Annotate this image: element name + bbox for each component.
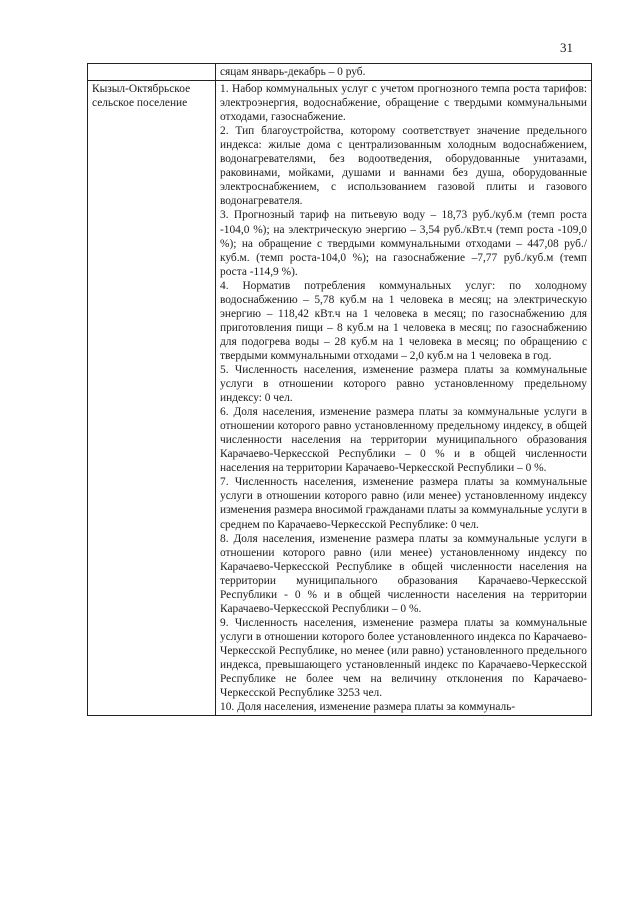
table-row bbox=[88, 81, 592, 716]
paragraph-2: 2. Тип благоустройства, которому соответствует значение предельного индекса: жилые дома с централизованным холодным водоснабжением, водонагревателями, без водоотведения, оборудованные унитазами, раковинами, мойками, душами и ваннами без душа, оборудованные электроснабжением, с использованием газовой плиты и газового водонагревателя. bbox=[220, 125, 587, 208]
table-row bbox=[88, 64, 592, 81]
paragraph-10: 10. Доля населения, изменение размера платы за коммуналь- bbox=[220, 701, 516, 714]
paragraph-5: 5. Численность населения, изменение размера платы за коммунальные услуги в отношении которого равно установленному предельному индексу: 0 чел. bbox=[220, 363, 587, 405]
document-table bbox=[87, 63, 592, 716]
municipality-name: Кызыл-Октябрьское bbox=[92, 83, 191, 96]
paragraph-9: 9. Численность населения, изменение размера платы за коммунальные услуги в отношении которого более установленного индекса по Карачаево-Черкесской Республике, но менее (или равно) установленного предельного индекса, превышающего установленный индекс по Карачаево-Черкесской Республике не более чем на величину отклонения по Карачаево-Черкесской Республике 3253 чел. bbox=[220, 616, 587, 700]
paragraph-6: 6. Доля населения, изменение размера платы за коммунальные услуги в отношении которого равно установленному предельному индексу, в общей численности населения на территории муниципального образования Карачаево-Черкесской Республики – 0 % и в общей численности населения на территории Карачаево-Черкесской Республики – 0 %. bbox=[220, 406, 587, 475]
details-cell bbox=[216, 64, 592, 81]
municipality-cell bbox=[88, 81, 216, 716]
paragraph-7: 7. Численность населения, изменение размера платы за коммунальные услуги в отношении которого равно (или менее) установленному индексу изменения размера вносимой гражданами платы за коммунальные услуги в среднем по Карачаево-Черкесской Республике: 0 чел. bbox=[220, 476, 587, 531]
paragraph-4: 4. Норматив потребления коммунальных услуг: по холодному водоснабжению – 5,78 куб.м на 1 человека в месяц; на электрическую энергию – 118,42 кВт.ч на 1 человека в месяц; по газоснабжению для приготовления пищи – 8 куб.м на 1 человека в месяц; по газоснабжению для подогрева воды – 28 куб.м на 1 человека в месяц; по обращению с твердыми коммунальными отходами – 2,0 куб.м на 1 человека в год. bbox=[220, 279, 587, 362]
paragraph-1: 1. Набор коммунальных услуг с учетом прогнозного темпа роста тарифов: электроэнергия, водоснабжение, обращение с твердыми коммунальными отходами, газоснабжение. bbox=[220, 83, 587, 124]
page-number: 31 bbox=[560, 40, 573, 55]
municipality-type: сельское поселение bbox=[92, 97, 188, 110]
municipality-cell bbox=[88, 64, 216, 81]
continuation-text: сяцам январь-декабрь – 0 руб. bbox=[220, 66, 366, 78]
details-cell bbox=[216, 81, 592, 716]
paragraph-3: 3. Прогнозный тариф на питьевую воду – 18,73 руб./куб.м (темп роста -104,0 %); на электрическую энергию – 3,54 руб./кВт.ч (темп роста -109,0 %); на обращение с твердыми коммунальными отходами – 447,08 руб./куб.м. (темп роста-104,0 %); на газоснабжение –7,77 руб./куб.м (темп роста -114,9 %). bbox=[220, 209, 587, 278]
paragraph-8: 8. Доля населения, изменение размера платы за коммунальные услуги в отношении которого равно (или менее) установленному индексу по Карачаево-Черкесской Республике в общей численности населения на территории муниципального образования Карачаево-Черкесской Республики - 0 % и в общей численности населения на территории Карачаево-Черкесской Республики – 0 %. bbox=[220, 532, 587, 615]
